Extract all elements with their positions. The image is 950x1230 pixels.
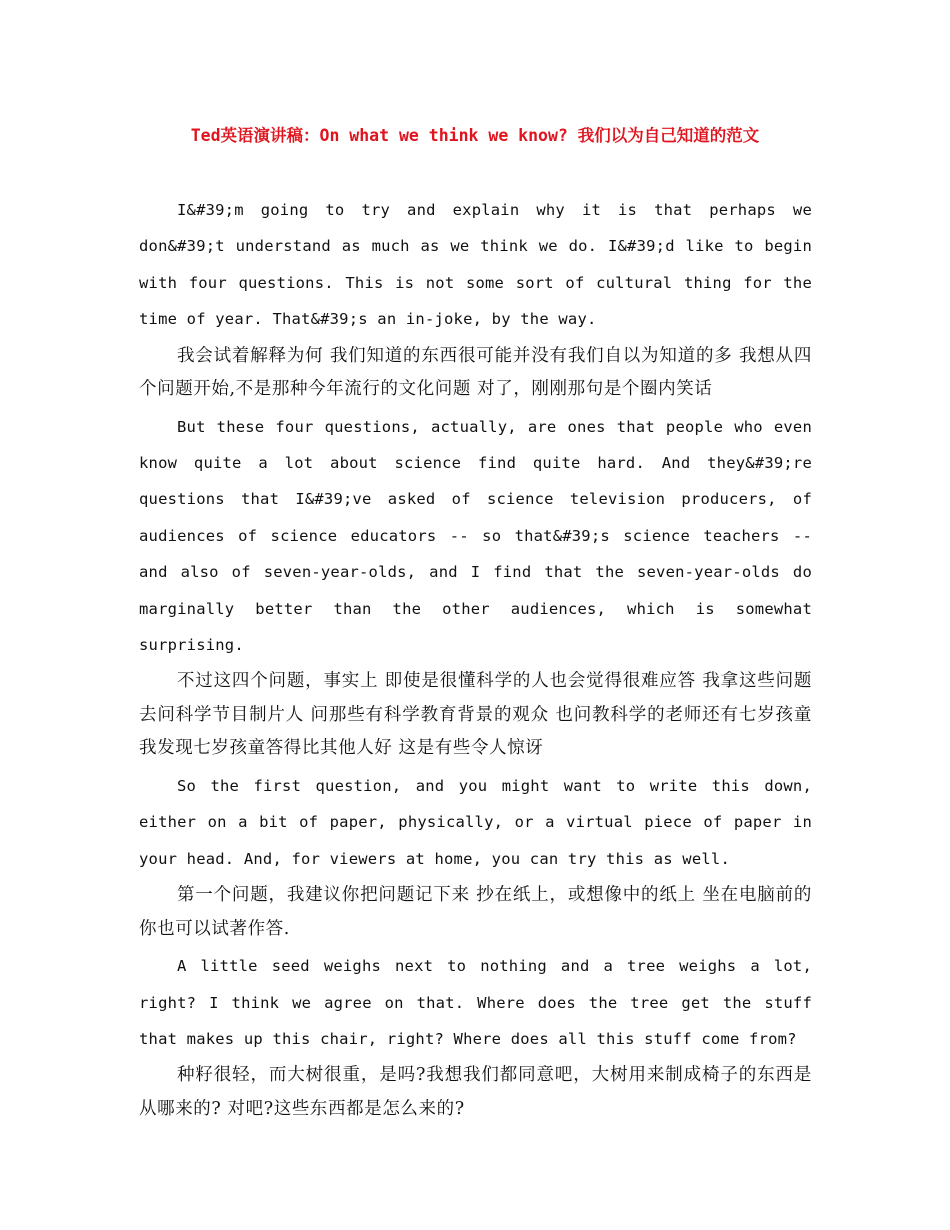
document-title: Ted英语演讲稿：On what we think we know? 我们以为自己知道的范文 [190,126,760,145]
paragraph-english: A little seed weighs next to nothing and a tree weighs a lot, right? I think we agree on that. Where does the tree get the stuff that makes up this chair, right? Where does all this stuff come from? [139,957,812,1048]
paragraph-chinese: 我会试着解释为何 我们知道的东西很可能并没有我们自以为知道的多 我想从四个问题开始,不是那种今年流行的文化问题 对了，刚刚那句是个圈内笑话 [139,345,812,400]
paragraph-chinese: 种籽很轻，而大树很重，是吗?我想我们都同意吧，大树用来制成椅子的东西是从哪来的? 对吧?这些东西都是怎么来的? [139,1065,812,1119]
paragraph-english: So the first question, and you might want to write this down, either on a bit of paper, physically, or a virtual piece of paper in your head. And, for viewers at home, you can try this as well. [139,776,812,868]
document-body [139,192,812,1128]
paragraph-english: But these four questions, actually, are ones that people who even know quite a lot about science find quite hard. And they&#39;re questions that I&#39;ve asked of science television producers, of audiences of science educators -- so that&#39;s science teachers -- and also of seven-year-olds, and I find that the seven-year-olds do marginally better than the other audiences, which is somewhat surprising. [139,417,812,655]
paragraph-english: I&#39;m going to try and explain why it is that perhaps we don&#39;t understand as much as we think we do. I&#39;d like to begin with four questions. This is not some sort of cultural thing for the time of year. That&#39;s an in-joke, by the way. [139,201,812,329]
paragraph-chinese: 第一个问题，我建议你把问题记下来 抄在纸上，或想像中的纸上 坐在电脑前的你也可以试著作答. [139,885,812,939]
paragraph-chinese: 不过这四个问题，事实上 即使是很懂科学的人也会觉得很难应答 我拿这些问题去问科学节目制片人 问那些有科学教育背景的观众 也问教科学的老师还有七岁孩童 我发现七岁孩童答得比其他人好 这是有些令人惊讶 [139,671,812,759]
